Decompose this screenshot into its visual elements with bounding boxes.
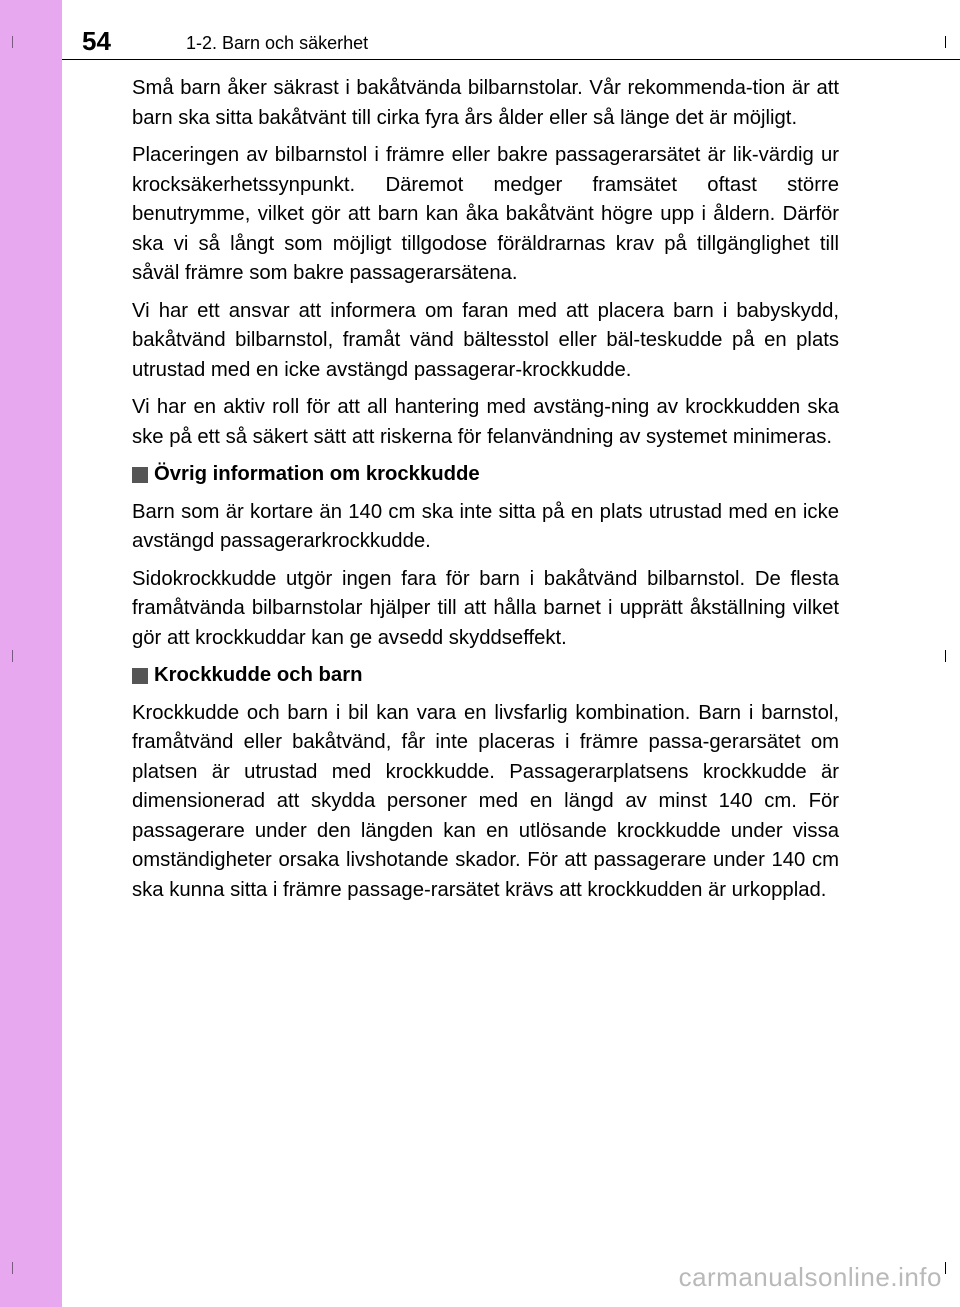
crop-mark-mid-left [12,650,13,662]
crop-mark-bottom-left [12,1262,13,1274]
paragraph: Vi har en aktiv roll för att all hantering med avstäng-ning av krockkudden ska ske på ett så säkert sätt att riskerna för felanvändning av systemet minimeras. [132,396,839,448]
paragraph: Små barn åker säkrast i bakåtvända bilbarnstolar. Vår rekommenda-tion är att barn ska sitta bakåtvänt till cirka fyra års ålder eller så länge det är möjligt. [132,77,839,129]
subheading-other-info [132,460,839,490]
watermark: carmanualsonline.info [678,1262,942,1292]
paragraph: Barn som är kortare än 140 cm ska inte sitta på en plats utrustad med en icke avstängd passagerarkrockkudde. [132,500,839,552]
subheading-text: Övrig information om krockkudde [154,463,480,485]
side-color-band [0,0,62,1307]
page-content [132,74,839,913]
subheading-text: Krockkudde och barn [154,664,363,686]
crop-mark-top-right [945,36,946,48]
square-bullet-icon [132,668,148,684]
crop-mark-mid-right [945,650,946,662]
paragraph: Placeringen av bilbarnstol i främre eller bakre passagerarsätet är lik-värdig ur krocksäkerhetssynpunkt. Däremot medger framsätet oftast större benutrymme, vilket gör att barn kan åka bakåtvänt högre upp i åldern. Därför ska vi så långt som möjligt tillgodose föräldrarnas krav på tillgänglighet till såväl främre som bakre passagerarsätena. [132,144,839,284]
paragraph: Krockkudde och barn i bil kan vara en livsfarlig kombination. Barn i barnstol, framåtvänd eller bakåtvänd, får inte placeras i främre passa-gerarsätet om platsen är utrustad med krockkudde. Passagerarplatsens krockkudde är dimensionerad att skydda personer med en längd av minst 140 cm. För passagerare under den längden kan en utlösande krockkudde under vissa omständigheter orsaka livshotande skador. För att passagerare under 140 cm ska kunna sitta i främre passage-rarsätet krävs att krockkudden är urkopplad. [132,701,839,901]
page-number: 54 [82,26,111,56]
crop-mark-bottom-right [945,1262,946,1274]
subheading-airbag-children [132,661,839,691]
paragraph: Vi har ett ansvar att informera om faran med att placera barn i babyskydd, bakåtvänd bilbarnstol, framåt vänd bältesstol eller bäl-teskudde på en plats utrustad med en icke avstängd passagerar-krockkudde. [132,299,839,381]
section-title: 1-2. Barn och säkerhet [186,33,369,53]
header-rule [62,59,960,60]
square-bullet-icon [132,467,148,483]
crop-mark-top-left [12,36,13,48]
paragraph: Sidokrockkudde utgör ingen fara för barn i bakåtvänd bilbarnstol. De flesta framåtvända bilbarnstolar hjälper till att hålla barnet i upprätt åkställning vilket gör att krockkuddar kan ge avsedd skyddseffekt. [132,567,839,649]
